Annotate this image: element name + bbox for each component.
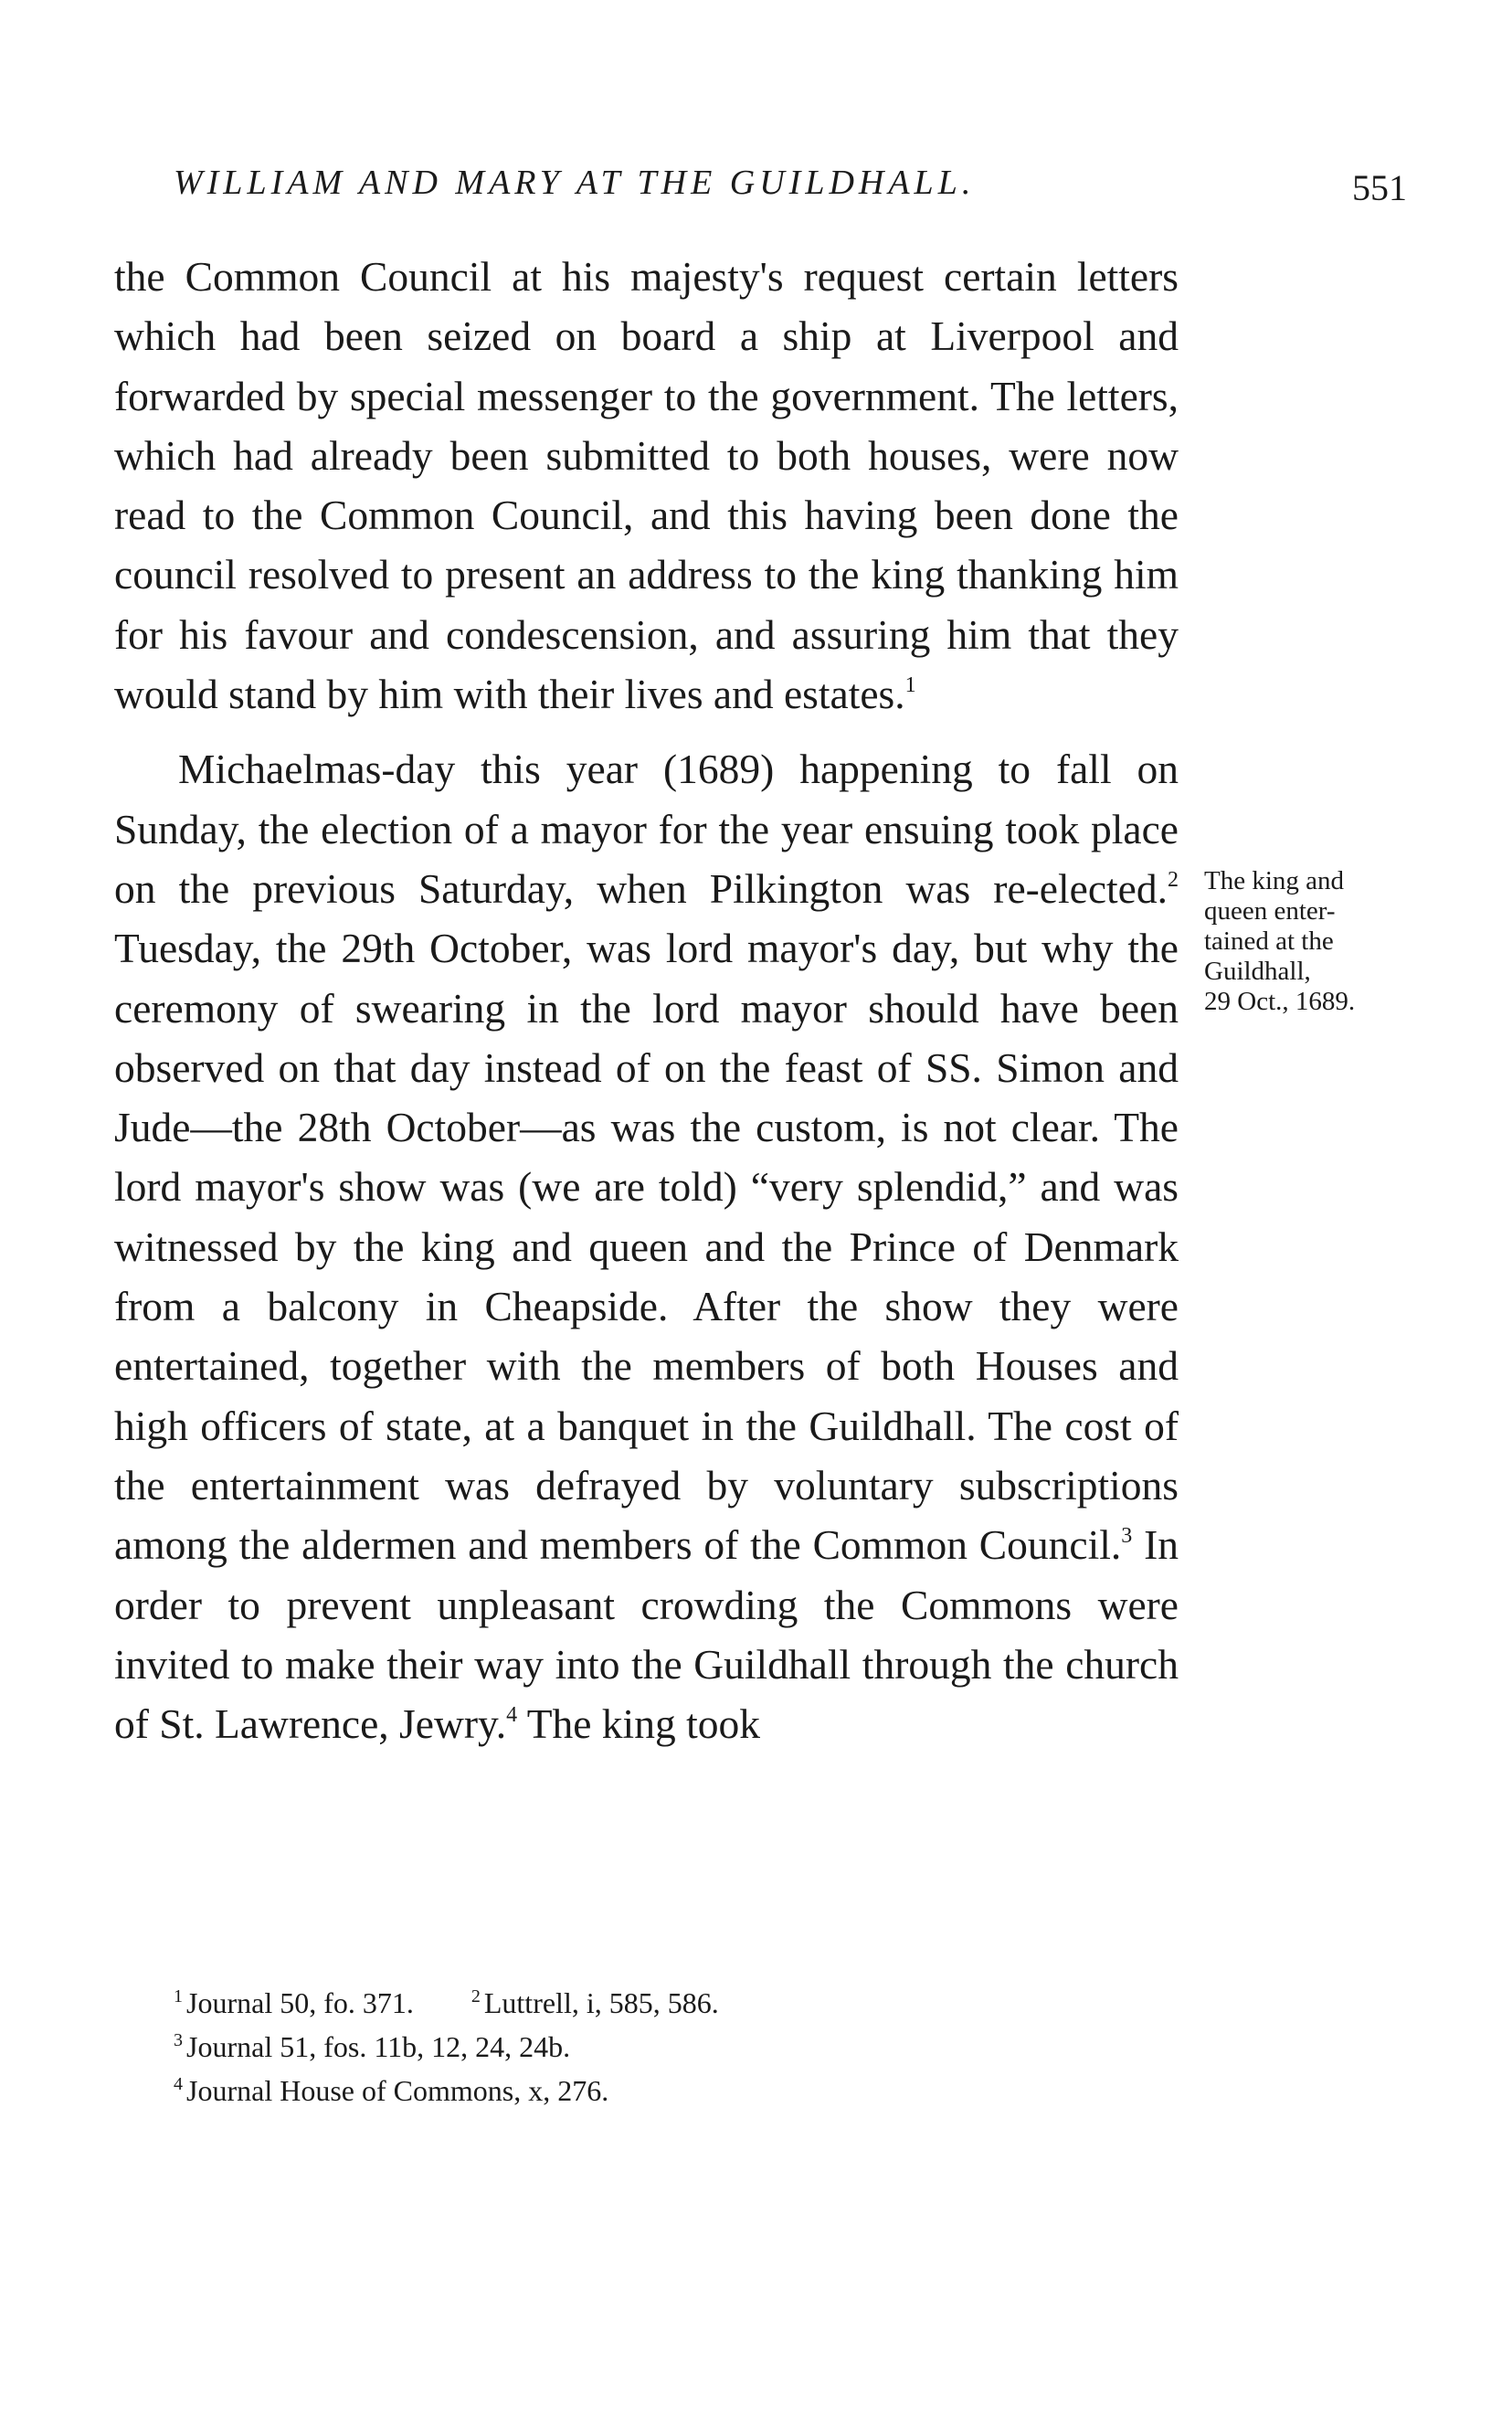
footnote-4	[174, 2074, 608, 2107]
footnote-ref-3: 3	[1121, 1524, 1133, 1549]
paragraph-2-text-d: The king took	[517, 1700, 760, 1748]
margin-note-line: The king and	[1204, 866, 1345, 895]
footnote-3	[174, 2030, 570, 2063]
footnote-ref-4: 4	[506, 1703, 518, 1728]
paragraph-2-text-b: Tuesday, the 29th October, was lord mayor's day, but why the ceremony of swearing in the lord mayor should have been observed on that day instead of on the feast of SS. Simon and Jude—the 28th October—as was the custom, is not clear. The lord mayor's show was (we are told) “very splendid,” and was witnessed by the king and queen and the Prince of Denmark from a balcony in Cheapside. After the show they were entertained, together with the members of both Houses and high officers of state, at a banquet in the Guildhall. The cost of the entertainment was defrayed by voluntary subscriptions among the aldermen and members of the Common Council.	[114, 925, 1179, 1569]
margin-note-line: tained at the	[1204, 926, 1334, 956]
footnote-mark: 1	[174, 1986, 183, 2006]
footnote-1	[174, 1986, 414, 2019]
margin-note-line: queen enter-	[1204, 896, 1336, 926]
paragraph-2-text-c: In order to prevent unpleasant crowding the Commons were invited to make their way into the Guildhall through the church of St. Lawrence, Jewry.	[114, 1521, 1179, 1748]
footnote-ref-2: 2	[1168, 867, 1179, 892]
paragraph-1-text: the Common Council at his majesty's request certain letters which had been seized on board a ship at Liverpool and forwarded by special messenger to the government. The letters, which had already been submitted to both houses, were now read to the Common Council, and this having been done the council resolved to present an address to the king thanking him for his favour and condescension, and assuring him that they would stand by him with their lives and estates.	[114, 253, 1179, 718]
margin-note-line: 29 Oct., 1689.	[1204, 987, 1356, 1016]
footnote-text: Journal 50, fo. 371.	[186, 1986, 414, 2019]
paragraph-2-text-a: Michaelmas-day this year (1689) happening to fall on Sunday, the election of a mayor for the year ensuing took place on the previous Saturday, when Pilkington was re-elected.	[114, 746, 1179, 912]
footnote-row	[174, 2069, 1179, 2112]
footnote-row	[174, 2025, 1179, 2069]
body-text	[114, 247, 1179, 1753]
footnote-2	[471, 1986, 719, 2019]
paragraph-2	[114, 739, 1179, 1753]
footnote-text: Luttrell, i, 585, 586.	[483, 1986, 719, 2019]
running-header	[174, 163, 1407, 217]
footnotes	[174, 1981, 1179, 2112]
margin-note-line: Guildhall,	[1204, 957, 1311, 986]
footnote-row	[174, 1981, 1179, 2025]
footnote-mark: 4	[174, 2074, 183, 2094]
footnote-text: Journal House of Commons, x, 276.	[186, 2074, 609, 2107]
page-number: 551	[1352, 167, 1407, 208]
running-title: WILLIAM AND MARY AT THE GUILDHALL.	[174, 164, 976, 202]
paragraph-1	[114, 247, 1179, 724]
footnote-ref-1: 1	[904, 673, 916, 698]
footnote-mark: 3	[174, 2030, 183, 2050]
margin-note	[1204, 866, 1428, 1017]
footnote-text: Journal 51, fos. 11b, 12, 24, 24b.	[186, 2030, 571, 2063]
footnote-mark: 2	[471, 1986, 481, 2006]
